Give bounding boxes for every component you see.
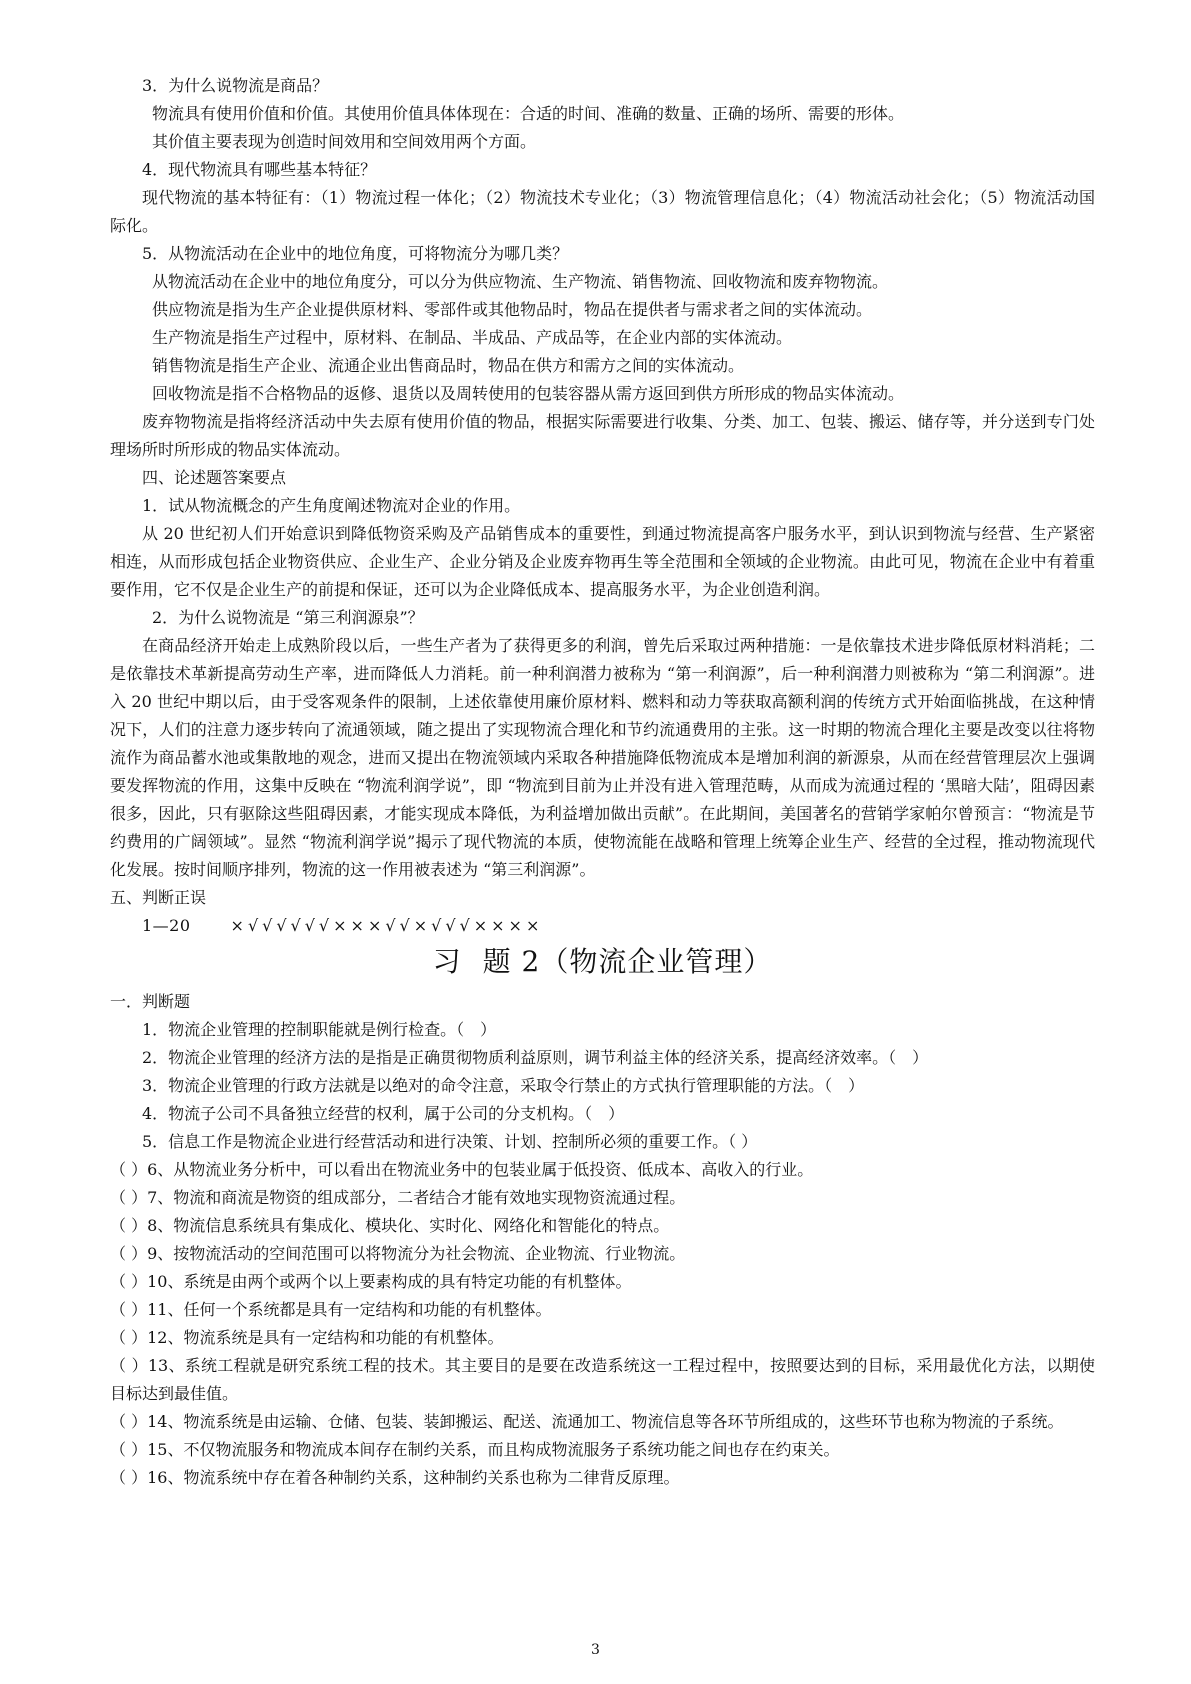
answer-3-line-1: 物流具有使用价值和价值。其使用价值具体体现在：合适的时间、准确的数量、正确的场所、需要的形体。 [152,104,905,123]
judge-item: 4．物流子公司不具备独立经营的权利，属于公司的分支机构。（ ） [142,1104,625,1123]
judge-section-heading: 一．判断题 [110,992,191,1011]
essay-question-1: 1．试从物流概念的产生角度阐述物流对企业的作用。 [142,496,521,515]
judge-item: （ ）9、按物流活动的空间范围可以将物流分为社会物流、企业物流、行业物流。 [110,1244,686,1263]
essay-question-2: 2．为什么说物流是 “第三利润源泉”？ [152,608,424,627]
page-number: 3 [591,1642,600,1658]
question-5: 5．从物流活动在企业中的地位角度，可将物流分为哪几类？ [142,244,569,263]
judge-item: （ ）8、物流信息系统具有集成化、模块化、实时化、网络化和智能化的特点。 [110,1216,670,1235]
judge-item: 2．物流企业管理的经济方法的是指是正确贯彻物质利益原则，调节利益主体的经济关系，提高经济效率。（ ） [142,1048,929,1067]
page-content [110,72,1095,1492]
answer-5-line-3: 生产物流是指生产过程中，原材料、在制品、半成品、产成品等，在企业内部的实体流动。 [152,328,793,347]
judge-item: （ ）10、系统是由两个或两个以上要素构成的具有特定功能的有机整体。 [110,1272,632,1291]
question-3: 3．为什么说物流是商品？ [142,76,329,95]
judge-items-bracketed [110,1156,1095,1492]
essay-answer-1: 从 20 世纪初人们开始意识到降低物资采购及产品销售成本的重要性，到通过物流提高客户服务水平，到认识到物流与经营、生产紧密相连，从而形成包括企业物资供应、企业生产、企业分销及企业废弃物再生等全范围和全领域的企业物流。由此可见，物流在企业中有着重要作用，它不仅是企业生产的前提和保证，还可以为企业降低成本、提高服务水平，为企业创造利润。 [110,524,1095,599]
answer-range: 1—20 [142,916,191,935]
true-false-answers [110,912,1095,940]
judge-item: （ ）14、物流系统是由运输、仓储、包装、装卸搬运、配送、流通加工、物流信息等各环节所组成的，这些环节也称为物流的子系统。 [110,1412,1064,1431]
essay-answer-2: 在商品经济开始走上成熟阶段以后，一些生产者为了获得更多的利润，曾先后采取过两种措施：一是依靠技术进步降低原材料消耗；二是依靠技术革新提高劳动生产率，进而降低人力消耗。前一种利润潜力被称为 “第一利润源”，后一种利润潜力则被称为 “第二利润源”。进入 20 世纪中期以后，由于受客观条件的限制，上述依靠使用廉价原材料、燃料和动力等获取高额利润的传统方式开始面临挑战，在这种情况下，人们的注意力逐步转向了流通领域，随之提出了实现物流合理化和节约流通费用的主张。这一时期的物流合理化主要是改变以往将物流作为商品蓄水池或集散地的观念，进而又提出在物流领域内采取各种措施降低物流成本是增加利润的新源泉，从而在经营管理层次上强调要发挥物流的作用，这集中反映在 “物流利润学说”，即 “物流到目前为止并没有进入管理范畴，从而成为流通过程的 ‘黑暗大陆’，阻碍因素很多，因此，只有驱除这些阻碍因素，才能实现成本降低，为利益增加做出贡献”。在此期间，美国著名的营销学家帕尔曾预言：“物流是节约费用的广阔领域”。显然 “物流利润学说”揭示了现代物流的本质，使物流能在战略和管理上统筹企业生产、经营的全过程，推动物流现代化发展。按时间顺序排列，物流的这一作用被表述为 “第三利润源”。 [110,636,1095,879]
chapter-title-text: 题 2（物流企业管理） [482,945,773,978]
judge-item: 5．信息工作是物流企业进行经营活动和进行决策、计划、控制所必须的重要工作。（ ） [142,1132,758,1151]
judge-item: （ ）6、从物流业务分析中，可以看出在物流业务中的包装业属于低投资、低成本、高收入的行业。 [110,1160,814,1179]
chapter-title [110,942,1095,982]
judge-item: 3．物流企业管理的行政方法就是以绝对的命令注意，采取令行禁止的方式执行管理职能的方法。（ ） [142,1076,865,1095]
judge-item: 1．物流企业管理的控制职能就是例行检查。（ ） [142,1020,497,1039]
judge-item: （ ）15、不仅物流服务和物流成本间存在制约关系，而且构成物流服务子系统功能之间也存在约束关。 [110,1440,840,1459]
answer-5-line-6: 废弃物物流是指将经济活动中失去原有使用价值的物品，根据实际需要进行收集、分类、加工、包装、搬运、储存等，并分送到专门处理场所时所形成的物品实体流动。 [110,412,1095,459]
answer-3-line-2: 其价值主要表现为创造时间效用和空间效用两个方面。 [152,132,537,151]
judge-item: （ ）12、物流系统是具有一定结构和功能的有机整体。 [110,1328,504,1347]
answer-5-line-5: 回收物流是指不合格物品的返修、退货以及周转使用的包装容器从需方返回到供方所形成的物品实体流动。 [152,384,905,403]
judge-item: （ ）16、物流系统中存在着各种制约关系，这种制约关系也称为二律背反原理。 [110,1468,680,1487]
answer-marks: ×√√√√√√×××√√×√√√×××× [230,916,544,935]
chapter-title-prefix: 习 [432,945,483,978]
answer-5-line-4: 销售物流是指生产企业、流通企业出售商品时，物品在供方和需方之间的实体流动。 [152,356,745,375]
question-4: 4．现代物流具有哪些基本特征？ [142,160,377,179]
judge-items-numbered [110,1016,1095,1156]
judge-item: （ ）7、物流和商流是物资的组成部分，二者结合才能有效地实现物资流通过程。 [110,1188,686,1207]
answer-5-line-1: 从物流活动在企业中的地位角度分，可以分为供应物流、生产物流、销售物流、回收物流和废弃物物流。 [152,272,889,291]
judge-item: （ ）11、任何一个系统都是具有一定结构和功能的有机整体。 [110,1300,552,1319]
answer-4: 现代物流的基本特征有：（1）物流过程一体化；（2）物流技术专业化；（3）物流管理信息化；（4）物流活动社会化；（5）物流活动国际化。 [110,188,1095,235]
judge-item: （ ）13、系统工程就是研究系统工程的技术。其主要目的是要在改造系统这一工程过程中，按照要达到的目标，采用最优化方法，以期使目标达到最佳值。 [110,1356,1095,1403]
section-4-heading: 四、论述题答案要点 [142,468,287,487]
section-5-heading: 五、判断正误 [110,888,207,907]
answer-5-line-2: 供应物流是指为生产企业提供原材料、零部件或其他物品时，物品在提供者与需求者之间的实体流动。 [152,300,873,319]
